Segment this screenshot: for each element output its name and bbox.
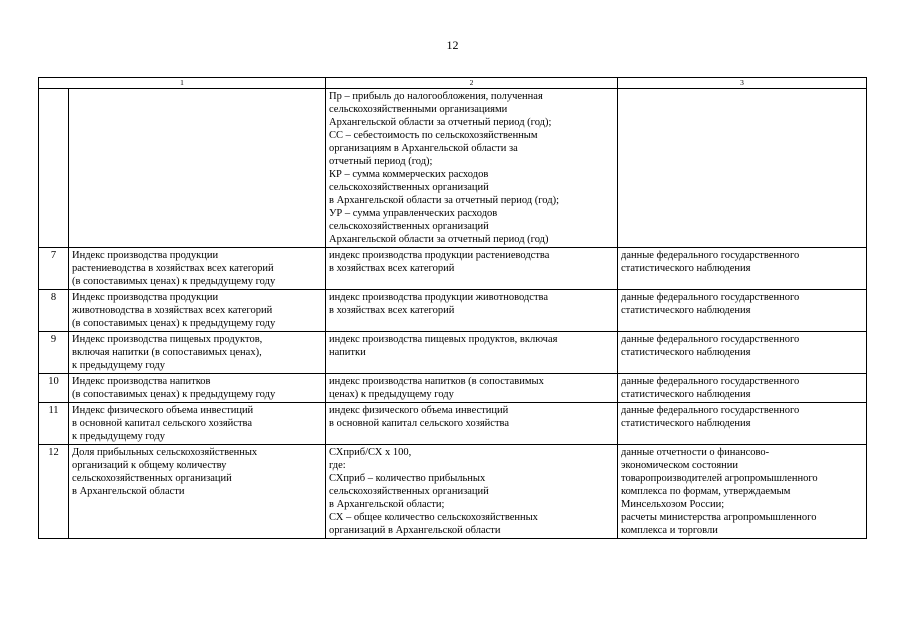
calculation-method-cell xyxy=(326,248,618,290)
cell-text-line: включая напитки (в сопоставимых ценах), xyxy=(72,347,262,358)
cell-text-line: организаций в Архангельской области xyxy=(329,525,501,536)
data-source-cell xyxy=(618,89,867,248)
cell-text-line: Минсельхозом России; xyxy=(621,499,725,510)
table-row xyxy=(39,374,867,403)
data-source-cell xyxy=(618,332,867,374)
cell-text-line: Пр – прибыль до налогообложения, полученная xyxy=(329,91,543,102)
table-row xyxy=(39,403,867,445)
cell-text-line: сельскохозяйственных организаций xyxy=(72,473,232,484)
indicator-name-cell xyxy=(69,248,326,290)
cell-text-line: индекс производства продукции животноводства xyxy=(329,292,549,303)
table-row xyxy=(39,332,867,374)
cell-text-line: статистического наблюдения xyxy=(621,305,751,316)
cell-text-line: сельскохозяйственных организаций xyxy=(329,221,489,232)
cell-text-line: Архангельской области за отчетный период (год); xyxy=(329,117,552,128)
row-number: 7 xyxy=(39,248,69,290)
indicators-table xyxy=(38,77,867,539)
cell-text-line: ценах) к предыдущему году xyxy=(329,389,454,400)
cell-text-line: организациям в Архангельской области за xyxy=(329,143,518,154)
cell-text-line: индекс физического объема инвестиций xyxy=(329,405,509,416)
indicator-name-cell xyxy=(69,89,326,248)
cell-text-line: где: xyxy=(329,460,346,471)
cell-text-line: в основной капитал сельского хозяйства xyxy=(329,418,510,429)
cell-text-line: данные федерального государственного xyxy=(621,376,800,387)
cell-text-line: растениеводства в хозяйствах всех категорий xyxy=(72,263,274,274)
cell-text-line: (в сопоставимых ценах) к предыдущему году xyxy=(72,276,276,287)
cell-text-line: СХ – общее количество сельскохозяйственных xyxy=(329,512,538,523)
indicator-name-cell xyxy=(69,332,326,374)
page-number: 12 xyxy=(446,38,459,52)
calculation-method-cell xyxy=(326,374,618,403)
indicator-name-cell xyxy=(69,445,326,539)
calculation-method-cell xyxy=(326,290,618,332)
column-header-1: 1 xyxy=(39,78,326,89)
row-number xyxy=(39,89,69,248)
cell-text-line: отчетный период (год); xyxy=(329,156,433,167)
calculation-method-cell xyxy=(326,445,618,539)
column-header-3: 3 xyxy=(618,78,867,89)
cell-text-line: напитки xyxy=(329,347,366,358)
cell-text-line: Архангельской области за отчетный период (год) xyxy=(329,234,549,245)
cell-text-line: Индекс физического объема инвестиций xyxy=(72,405,254,416)
row-number: 9 xyxy=(39,332,69,374)
cell-text-line: индекс производства продукции растениеводства xyxy=(329,250,550,261)
cell-text-line: животноводства в хозяйствах всех категорий xyxy=(72,305,273,316)
cell-text-line: СС – себестоимость по сельскохозяйственным xyxy=(329,130,538,141)
cell-text-line: в Архангельской области xyxy=(72,486,185,497)
cell-text-line: в Архангельской области; xyxy=(329,499,445,510)
row-number: 12 xyxy=(39,445,69,539)
cell-text-line: к предыдущему году xyxy=(72,431,165,442)
data-source-cell xyxy=(618,445,867,539)
cell-text-line: в хозяйствах всех категорий xyxy=(329,305,455,316)
cell-text-line: данные федерального государственного xyxy=(621,405,800,416)
cell-text-line: Индекс производства продукции xyxy=(72,250,219,261)
calculation-method-cell xyxy=(326,89,618,248)
cell-text-line: индекс производства пищевых продуктов, включая xyxy=(329,334,558,345)
table-row-continued xyxy=(39,89,867,248)
row-number: 10 xyxy=(39,374,69,403)
cell-text-line: товаропроизводителей агропромышленного xyxy=(621,473,818,484)
cell-text-line: сельскохозяйственными организациями xyxy=(329,104,508,115)
calculation-method-cell xyxy=(326,332,618,374)
cell-text-line: в основной капитал сельского хозяйства xyxy=(72,418,253,429)
data-source-cell xyxy=(618,403,867,445)
cell-text-line: КР – сумма коммерческих расходов xyxy=(329,169,489,180)
calculation-method-cell xyxy=(326,403,618,445)
cell-text-line: УР – сумма управленческих расходов xyxy=(329,208,498,219)
cell-text-line: данные федерального государственного xyxy=(621,334,800,345)
data-source-cell xyxy=(618,290,867,332)
table-header-row xyxy=(39,78,867,89)
cell-text-line: комплекса по формам, утверждаемым xyxy=(621,486,791,497)
cell-text-line: статистического наблюдения xyxy=(621,389,751,400)
cell-text-line: Индекс производства продукции xyxy=(72,292,219,303)
cell-text-line: Индекс производства напитков xyxy=(72,376,211,387)
cell-text-line: в Архангельской области за отчетный период (год); xyxy=(329,195,560,206)
cell-text-line: данные отчетности о финансово- xyxy=(621,447,770,458)
cell-text-line: (в сопоставимых ценах) к предыдущему году xyxy=(72,389,276,400)
cell-text-line: экономическом состоянии xyxy=(621,460,739,471)
row-number: 8 xyxy=(39,290,69,332)
cell-text-line: расчеты министерства агропромышленного xyxy=(621,512,817,523)
cell-text-line: сельскохозяйственных организаций xyxy=(329,182,489,193)
table-row xyxy=(39,290,867,332)
indicator-name-cell xyxy=(69,290,326,332)
cell-text-line: организаций к общему количеству xyxy=(72,460,227,471)
table-row xyxy=(39,248,867,290)
cell-text-line: комплекса и торговли xyxy=(621,525,718,536)
table-body xyxy=(39,78,867,539)
cell-text-line: к предыдущему году xyxy=(72,360,165,371)
cell-text-line: данные федерального государственного xyxy=(621,250,800,261)
cell-text-line: СХприб/СХ х 100, xyxy=(329,447,412,458)
cell-text-line: статистического наблюдения xyxy=(621,347,751,358)
cell-text-line: Доля прибыльных сельскохозяйственных xyxy=(72,447,258,458)
cell-text-line: Индекс производства пищевых продуктов, xyxy=(72,334,263,345)
cell-text-line: сельскохозяйственных организаций xyxy=(329,486,489,497)
table-row xyxy=(39,445,867,539)
data-source-cell xyxy=(618,248,867,290)
cell-text-line: (в сопоставимых ценах) к предыдущему году xyxy=(72,318,276,329)
cell-text-line: данные федерального государственного xyxy=(621,292,800,303)
cell-text-line: СХприб – количество прибыльных xyxy=(329,473,486,484)
indicator-name-cell xyxy=(69,374,326,403)
cell-text-line: индекс производства напитков (в сопоставимых xyxy=(329,376,544,387)
cell-text-line: статистического наблюдения xyxy=(621,263,751,274)
row-number: 11 xyxy=(39,403,69,445)
column-header-2: 2 xyxy=(326,78,618,89)
cell-text-line: в хозяйствах всех категорий xyxy=(329,263,455,274)
cell-text-line: статистического наблюдения xyxy=(621,418,751,429)
data-source-cell xyxy=(618,374,867,403)
indicator-name-cell xyxy=(69,403,326,445)
